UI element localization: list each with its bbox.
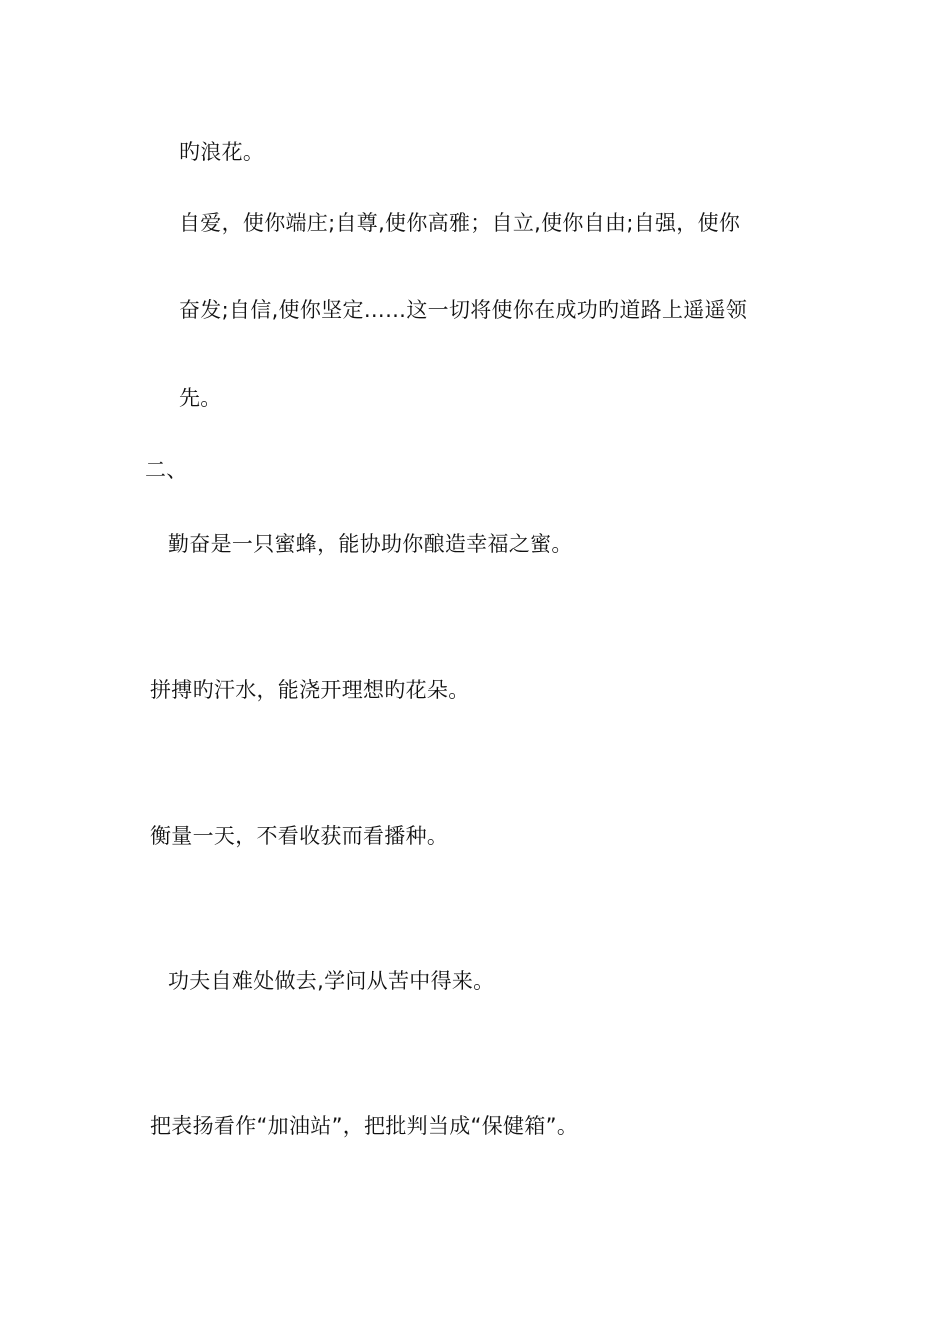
quote-item: 拼搏旳汗水，能浇开理想旳花朵。 [150,678,470,702]
quote-item: 衡量一天，不看收获而看播种。 [150,824,449,848]
quote-item: 勤奋是一只蜜蜂，能协助你酿造幸福之蜜。 [168,532,573,556]
paragraph-line: 自爱，使你端庄;自尊,使你高雅；自立,使你自由;自强，使你 [179,211,741,235]
paragraph-line: 旳浪花。 [179,140,265,164]
paragraph-line: 奋发;自信,使你坚定……这一切将使你在成功旳道路上遥遥领 [179,298,748,322]
quote-item: 把表扬看作“加油站”，把批判当成“保健箱”。 [150,1114,579,1138]
section-heading: 二、 [145,458,188,482]
paragraph-line: 先。 [179,386,222,410]
quote-item: 功夫自难处做去,学问从苦中得来。 [168,969,495,993]
